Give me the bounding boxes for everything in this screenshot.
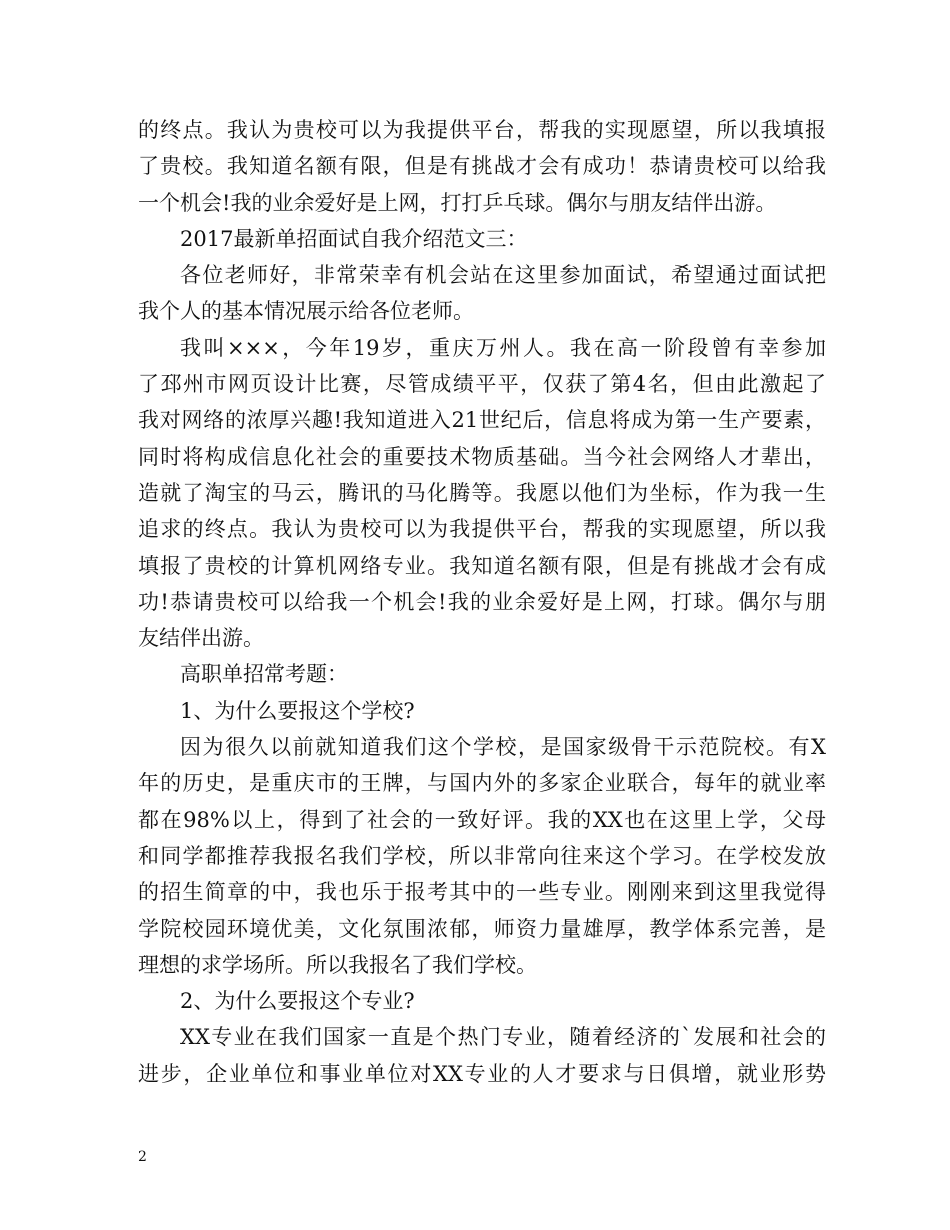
text-line: 友结伴出游。 xyxy=(138,626,264,651)
text-line: 了邳州市网页设计比赛，尽管成绩平平，仅获了第4名，但由此激起了 xyxy=(138,372,826,397)
text-line: 理想的求学场所。所以我报名了我们学校。 xyxy=(138,952,537,977)
text-line: 年的历史，是重庆市的王牌，与国内外的多家企业联合，每年的就业率 xyxy=(138,771,826,796)
text-line: 填报了贵校的计算机网络专业。我知道名额有限，但是有挑战才会有成 xyxy=(138,553,826,578)
text-line: 造就了淘宝的马云，腾讯的马化腾等。我愿以他们为坐标，作为我一生 xyxy=(138,480,826,505)
text-line: 高职单招常考题： xyxy=(180,662,348,687)
text-line: 和同学都推荐我报名我们学校，所以非常向往来这个学习。在学校发放 xyxy=(138,843,826,868)
text-line: 同时将构成信息化社会的重要技术物质基础。当今社会网络人才辈出， xyxy=(138,444,826,469)
text-line: 的终点。我认为贵校可以为我提供平台，帮我的实现愿望，所以我填报 xyxy=(138,118,826,142)
text-line: XX专业在我们国家一直是个热门专业，随着经济的`发展和社会的 xyxy=(180,1025,826,1050)
text-line: 2017最新单招面试自我介绍范文三： xyxy=(180,226,528,251)
text-line: 功!恭请贵校可以给我一个机会!我的业余爱好是上网，打球。偶尔与朋 xyxy=(138,589,826,614)
text-line: 因为很久以前就知道我们这个学校，是国家级骨干示范院校。有X xyxy=(180,735,826,760)
text-line: 各位老师好，非常荣幸有机会站在这里参加面试，希望通过面试把 xyxy=(180,263,826,288)
text-line: 都在98%以上，得到了社会的一致好评。我的XX也在这里上学，父母 xyxy=(138,807,826,832)
text-line: 2、为什么要报这个专业? xyxy=(180,989,415,1014)
document-body xyxy=(138,112,826,1092)
text-line: 我对网络的浓厚兴趣!我知道进入21世纪后，信息将成为第一生产要素， xyxy=(138,408,826,433)
text-line: 我叫×××，今年19岁，重庆万州人。我在高一阶段曾有幸参加 xyxy=(180,335,826,360)
text-line: 进步，企业单位和事业单位对XX专业的人才要求与日俱增，就业形势 xyxy=(138,1061,826,1086)
page-number: 2 xyxy=(138,1149,147,1165)
text-line: 1、为什么要报这个学校? xyxy=(180,698,415,723)
text-line: 一个机会!我的业余爱好是上网，打打乒乓球。偶尔与朋友结伴出游。 xyxy=(138,190,777,215)
text-line: 追求的终点。我认为贵校可以为我提供平台，帮我的实现愿望，所以我 xyxy=(138,517,826,542)
text-line: 学院校园环境优美，文化氛围浓郁，师资力量雄厚，教学体系完善，是 xyxy=(138,916,826,941)
text-line: 我个人的基本情况展示给各位老师。 xyxy=(138,299,474,324)
text-line: 的招生简章的中，我也乐于报考其中的一些专业。刚刚来到这里我觉得 xyxy=(138,880,826,905)
text-line: 了贵校。我知道名额有限，但是有挑战才会有成功！恭请贵校可以给我 xyxy=(138,154,826,179)
